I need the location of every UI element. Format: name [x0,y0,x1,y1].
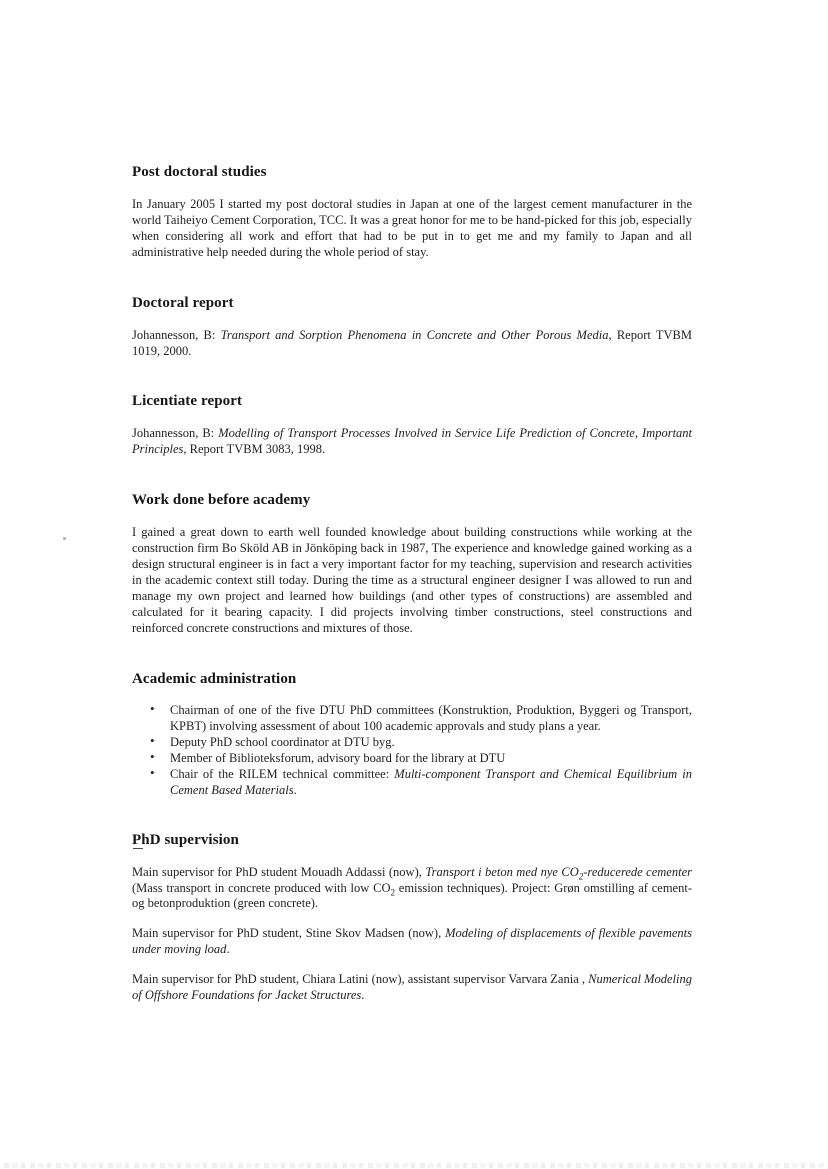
supervision-paragraph [132,926,692,958]
bullet-icon: • [150,700,155,716]
text-run: . [361,988,365,1003]
thesis-title: -reducerede cementer [583,864,692,879]
supervision-paragraph [132,865,692,913]
scan-artifact-dot [63,537,66,540]
thesis-title: Transport i beton med nye CO [425,864,579,879]
text-run: Main supervisor for PhD student, Chiara Latini (now), assistant supervisor Varvara Zania , [132,972,589,987]
scan-artifact-bottom-edge [4,1163,824,1168]
list-item-text: Deputy PhD school coordinator at DTU byg. [170,734,395,749]
section-licentiate-report [132,392,692,458]
committee-title: Multi-component Transport and Chemical Equilibrium in Cement Based Materials [170,766,692,797]
section-heading: Academic administration [132,670,297,687]
bullet-list [132,702,692,798]
bullet-icon: • [150,732,155,748]
paragraph: I gained a great down to earth well founded knowledge about building constructions while working at the construction firm Bo Sköld AB in Jönköping back in 1987, The experience and knowledge gained working as a design structural engineer is in fact a very important factor for my teaching, supervision and research activities in the academic context still today. During the time as a structural engineer designer I was allowed to run and manage my own project and learned how buildings (and other types of constructions) are assembled and calculated for it bearing capacity. I did projects involving timber constructions, steel constructions and reinforced concrete constructions and mixtures of those. [132,525,692,635]
text-run: Johannesson, B: [132,327,221,342]
section-heading: Licentiate report [132,393,243,410]
list-item-text: . [293,782,297,797]
bullet-icon: • [150,748,155,764]
thesis-title: Numerical Modeling of Offshore Foundations for Jacket Structures [132,972,692,1003]
heading-text: PhD supervision [132,831,239,848]
section-post-doctoral [132,163,692,261]
list-item [132,750,692,766]
list-item [132,766,692,798]
list-item [132,734,692,750]
section-heading [132,831,692,849]
document-content [132,163,692,1004]
citation-title: Modelling of Transport Processes Involved in Service Life Prediction of Concrete, Important Principles [132,426,693,457]
text-run: . [226,942,230,957]
citation-paragraph [132,426,692,458]
scan-artifact-underline [133,848,143,849]
paragraph: In January 2005 I started my post doctoral studies in Japan at one of the largest cement manufacturer in the world Taiheiyo Cement Corporation, TCC. It was a great honor for me to be hand-picked for this job, especially when considering all work and effort that had to be put in to get me and my family to Japan and all administrative help needed during the whole period of stay. [132,197,692,259]
section-work-before-academy [132,491,692,636]
list-item [132,702,692,734]
text-run: Johannesson, B: [132,426,219,441]
section-academic-administration [132,670,692,798]
list-item-text: Member of Biblioteksforum, advisory board for the library at DTU [170,750,506,765]
list-item-text: Chairman of one of the five DTU PhD committees (Konstruktion, Produktion, Byggeri og Transport, KPBT) involving assessment of about 100 academic approvals and study plans a year. [170,702,692,733]
subscript-text: 2 [578,871,584,882]
section-doctoral-report [132,294,692,360]
subscript-text: 2 [390,887,395,897]
section-phd-supervision [132,831,692,1004]
citation-paragraph [132,328,692,360]
text-run: Main supervisor for PhD student Mouadh Addassi (now), [132,864,426,879]
text-run: (Mass transport in concrete produced with low CO [132,880,391,895]
text-run: , Report TVBM 3083, 1998. [183,442,326,457]
text-run: Main supervisor for PhD student, Stine Skov Madsen (now), [132,926,446,941]
thesis-title: Modeling of displacements of flexible pavements under moving load [132,926,693,957]
supervision-paragraph [132,972,692,1004]
section-heading: Post doctoral studies [132,164,267,180]
text-run: , Report TVBM 1019, 2000. [132,327,692,358]
section-heading: Doctoral report [132,294,234,311]
text-run: emission techniques). Project: Grøn omstilling af cement- og betonproduktion (green concrete). [132,880,692,911]
list-item-text: Chair of the RILEM technical committee: [170,766,395,781]
section-heading: Work done before academy [132,492,311,509]
bullet-icon: • [150,764,155,780]
citation-title: Transport and Sorption Phenomena in Concrete and Other Porous Media [220,327,609,342]
